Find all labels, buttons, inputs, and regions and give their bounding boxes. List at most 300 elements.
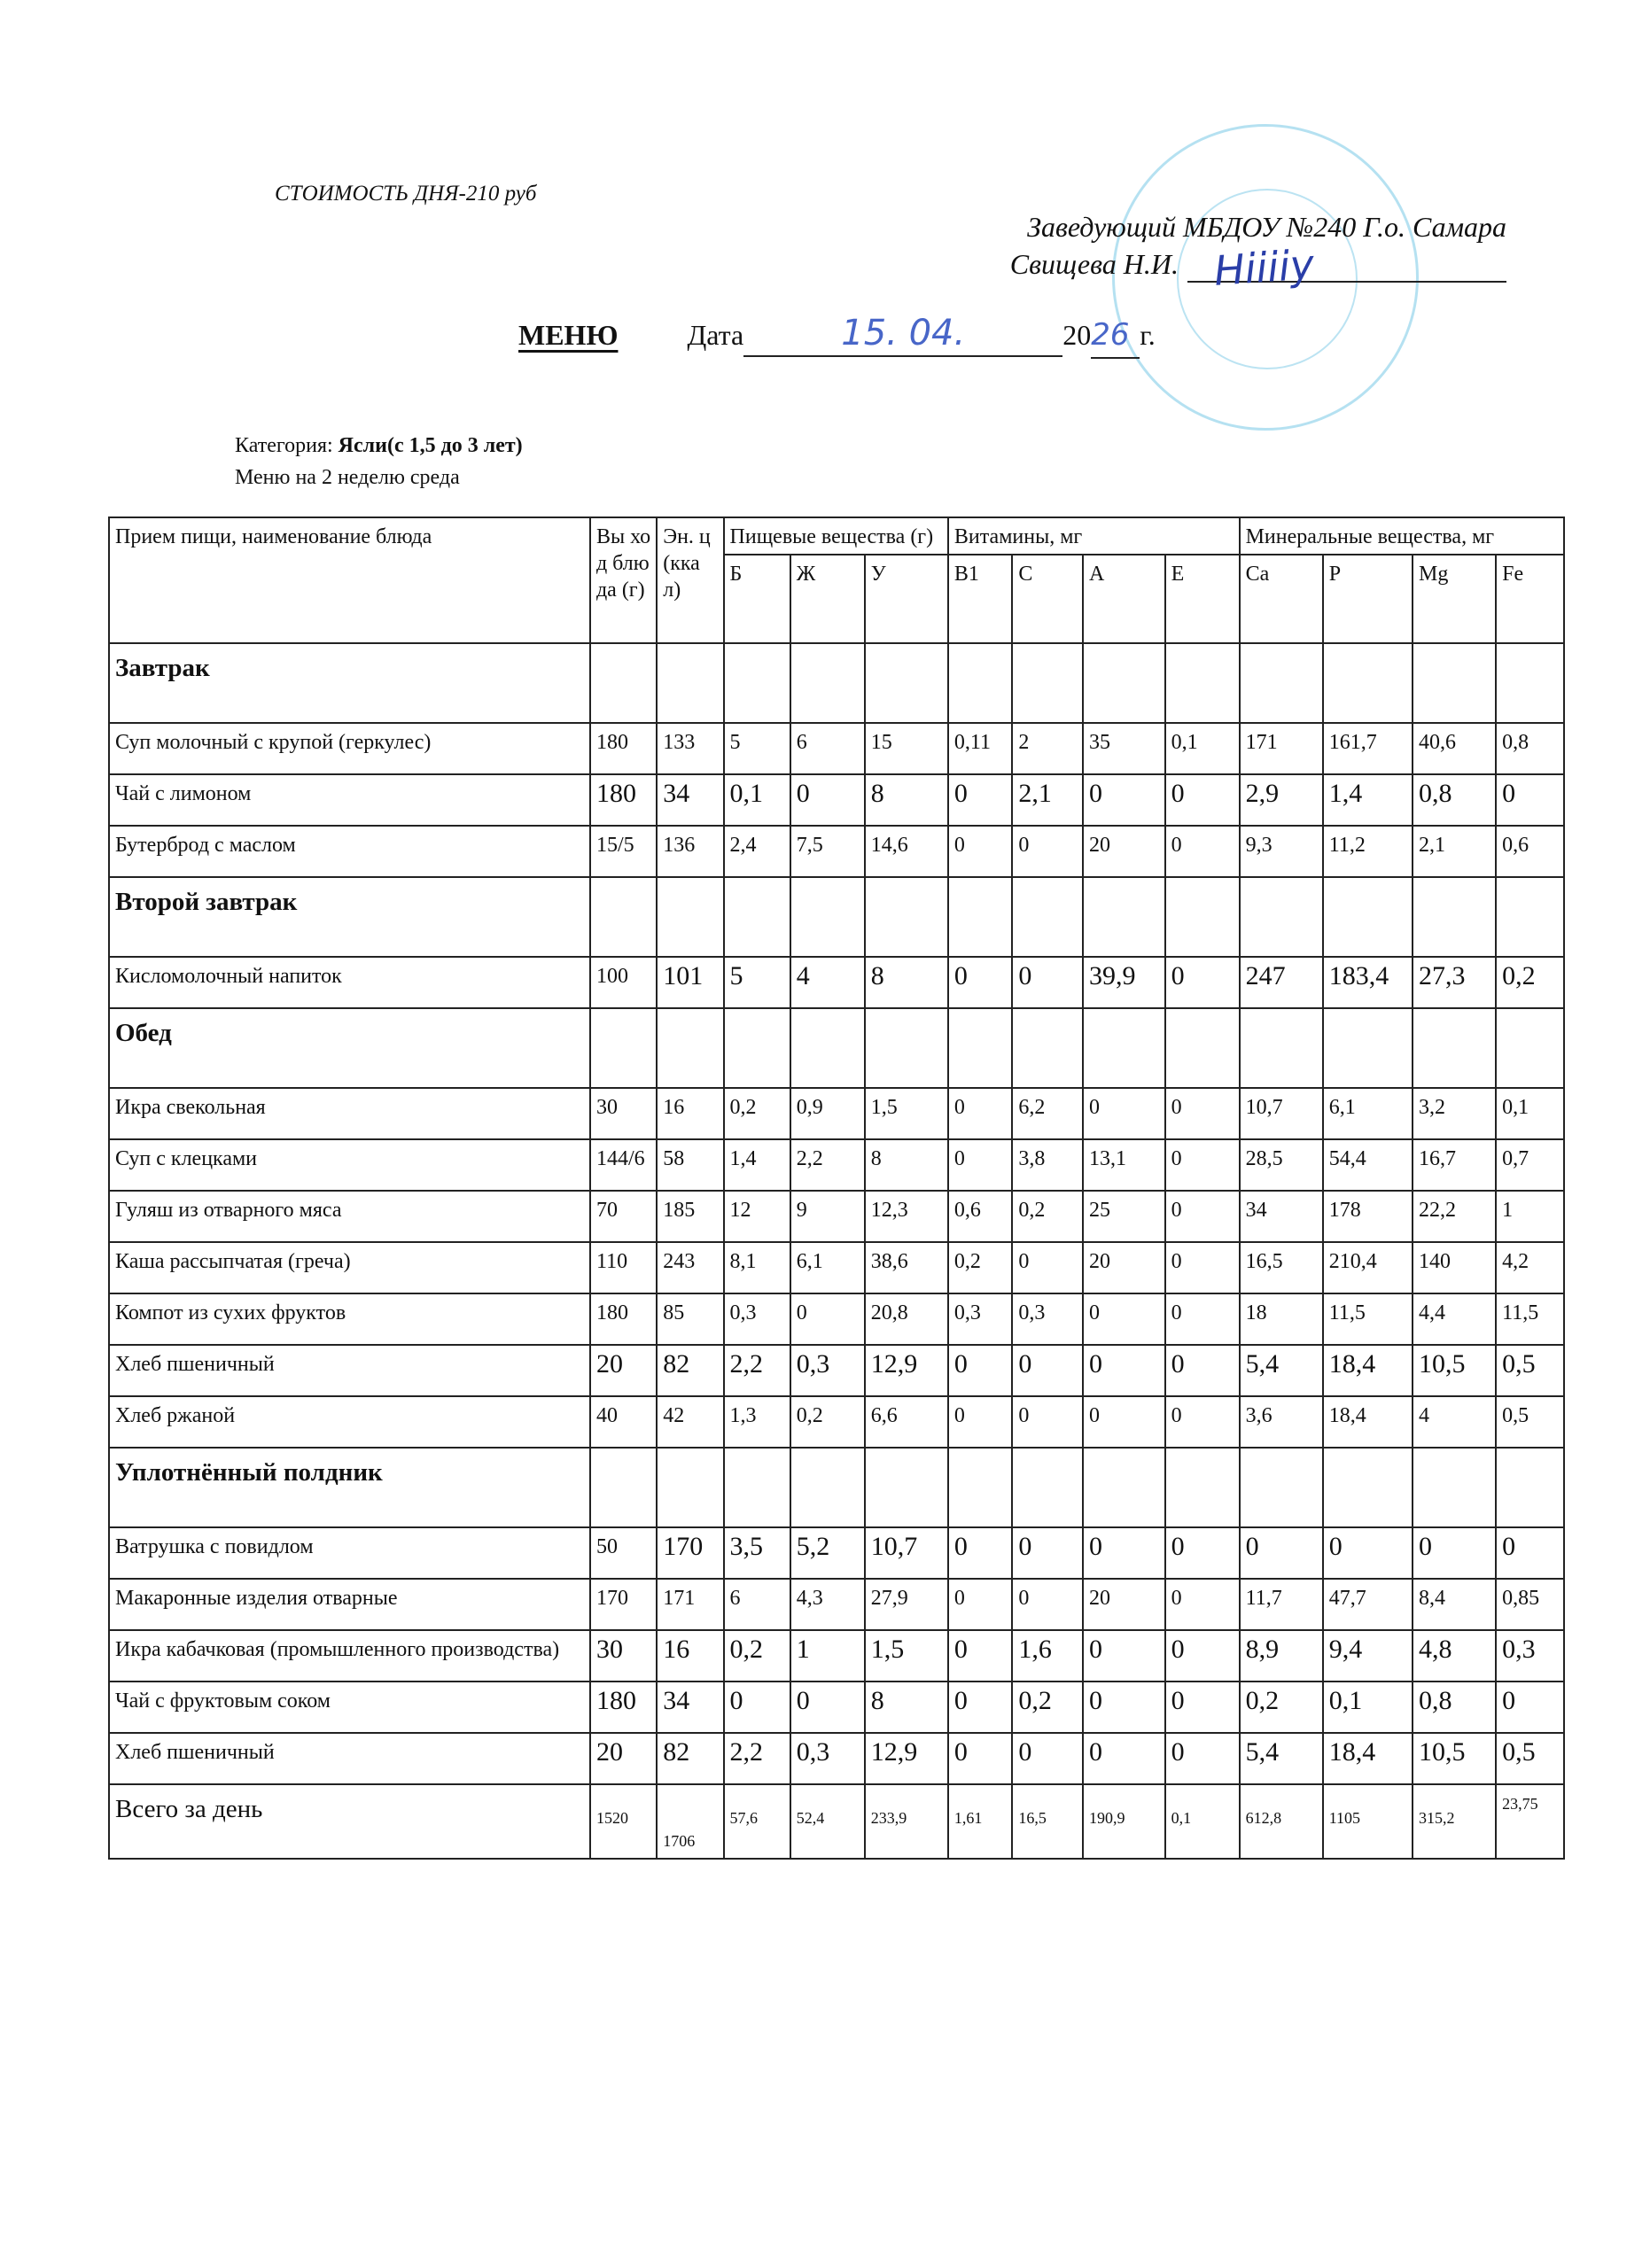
value-cell: 50 <box>590 1527 657 1579</box>
value-cell: 54,4 <box>1323 1139 1413 1191</box>
value-cell: 0 <box>1496 1527 1564 1579</box>
empty-cell <box>1413 1008 1496 1088</box>
value-cell: 0,2 <box>1012 1191 1083 1242</box>
value-cell: 0 <box>1012 1579 1083 1630</box>
empty-cell <box>790 1448 865 1527</box>
value-cell: 0 <box>1083 1396 1165 1448</box>
value-cell: 0 <box>948 774 1012 826</box>
menu-title: МЕНЮ <box>518 319 619 351</box>
header-protein: Б <box>724 555 790 643</box>
value-cell: 0,6 <box>948 1191 1012 1242</box>
value-cell: 18,4 <box>1323 1733 1413 1784</box>
dish-row <box>109 1579 1564 1630</box>
value-cell: 1 <box>1496 1191 1564 1242</box>
head-signature-line <box>886 245 1506 283</box>
empty-cell <box>1496 1448 1564 1527</box>
value-cell: 178 <box>1323 1191 1413 1242</box>
value-cell: 0 <box>1323 1527 1413 1579</box>
value-cell: 15 <box>865 723 948 774</box>
value-cell: 1,3 <box>724 1396 790 1448</box>
value-cell: 10,7 <box>1240 1088 1323 1139</box>
value-cell: 0 <box>1165 1630 1240 1682</box>
header-c: C <box>1012 555 1083 643</box>
empty-cell <box>865 1008 948 1088</box>
empty-cell <box>1012 877 1083 957</box>
value-cell: 171 <box>1240 723 1323 774</box>
total-row <box>109 1784 1564 1859</box>
value-cell: 3,5 <box>724 1527 790 1579</box>
empty-cell <box>1240 643 1323 723</box>
value-cell: 82 <box>657 1733 723 1784</box>
value-cell: 9,3 <box>1240 826 1323 877</box>
value-cell: 15/5 <box>590 826 657 877</box>
dish-row <box>109 723 1564 774</box>
value-cell: 1,4 <box>724 1139 790 1191</box>
dish-row <box>109 1527 1564 1579</box>
section-row <box>109 643 1564 723</box>
dish-name: Суп с клецками <box>109 1139 590 1191</box>
value-cell: 18,4 <box>1323 1396 1413 1448</box>
value-cell: 30 <box>590 1630 657 1682</box>
empty-cell <box>1012 1448 1083 1527</box>
dish-row <box>109 1139 1564 1191</box>
dish-name: Хлеб пшеничный <box>109 1733 590 1784</box>
empty-cell <box>1323 1008 1413 1088</box>
category-block <box>235 430 523 493</box>
value-cell: 34 <box>657 774 723 826</box>
value-cell: 2,2 <box>790 1139 865 1191</box>
value-cell: 0 <box>1012 957 1083 1008</box>
dish-name: Макаронные изделия отварные <box>109 1579 590 1630</box>
value-cell: 28,5 <box>1240 1139 1323 1191</box>
value-cell: 180 <box>590 774 657 826</box>
value-cell: 39,9 <box>1083 957 1165 1008</box>
empty-cell <box>948 1008 1012 1088</box>
total-value: 1706 <box>657 1784 723 1859</box>
dish-row <box>109 1682 1564 1733</box>
value-cell: 0,5 <box>1496 1345 1564 1396</box>
value-cell: 18 <box>1240 1293 1323 1345</box>
value-cell: 171 <box>657 1579 723 1630</box>
value-cell: 9,4 <box>1323 1630 1413 1682</box>
value-cell: 0 <box>1165 1293 1240 1345</box>
value-cell: 180 <box>590 1682 657 1733</box>
value-cell: 3,6 <box>1240 1396 1323 1448</box>
head-title: Заведующий МБДОУ №240 Г.о. Самара <box>1027 211 1506 243</box>
value-cell: 18,4 <box>1323 1345 1413 1396</box>
value-cell: 0 <box>948 1733 1012 1784</box>
value-cell: 2,4 <box>724 826 790 877</box>
header-meal: Прием пищи, наименование блюда <box>109 517 590 643</box>
value-cell: 0,2 <box>1240 1682 1323 1733</box>
value-cell: 70 <box>590 1191 657 1242</box>
value-cell: 20 <box>1083 1579 1165 1630</box>
value-cell: 0 <box>948 1396 1012 1448</box>
value-cell: 0,8 <box>1413 1682 1496 1733</box>
value-cell: 0,3 <box>724 1293 790 1345</box>
dish-name: Хлеб пшеничный <box>109 1345 590 1396</box>
value-cell: 0,2 <box>1012 1682 1083 1733</box>
value-cell: 0,2 <box>1496 957 1564 1008</box>
value-cell: 0 <box>1496 774 1564 826</box>
empty-cell <box>1083 877 1165 957</box>
section-title: Завтрак <box>109 643 590 723</box>
value-cell: 0 <box>1165 1088 1240 1139</box>
dish-name: Икра свекольная <box>109 1088 590 1139</box>
value-cell: 4,2 <box>1496 1242 1564 1293</box>
value-cell: 180 <box>590 723 657 774</box>
value-cell: 4,3 <box>790 1579 865 1630</box>
total-value: 1520 <box>590 1784 657 1859</box>
value-cell: 0,3 <box>1012 1293 1083 1345</box>
value-cell: 0 <box>1012 1345 1083 1396</box>
value-cell: 0,1 <box>1496 1088 1564 1139</box>
value-cell: 42 <box>657 1396 723 1448</box>
value-cell: 180 <box>590 1293 657 1345</box>
value-cell: 0 <box>1165 1139 1240 1191</box>
value-cell: 4,4 <box>1413 1293 1496 1345</box>
date-label: Дата <box>687 319 744 351</box>
total-value: 233,9 <box>865 1784 948 1859</box>
empty-cell <box>1083 1448 1165 1527</box>
value-cell: 0 <box>1083 1293 1165 1345</box>
value-cell: 0,3 <box>790 1733 865 1784</box>
value-cell: 0 <box>948 1682 1012 1733</box>
value-cell: 7,5 <box>790 826 865 877</box>
value-cell: 183,4 <box>1323 957 1413 1008</box>
value-cell: 2,2 <box>724 1733 790 1784</box>
value-cell: 0 <box>1083 774 1165 826</box>
value-cell: 58 <box>657 1139 723 1191</box>
value-cell: 0,5 <box>1496 1396 1564 1448</box>
value-cell: 0,2 <box>948 1242 1012 1293</box>
value-cell: 0,6 <box>1496 826 1564 877</box>
value-cell: 0,2 <box>724 1088 790 1139</box>
value-cell: 0 <box>1012 826 1083 877</box>
value-cell: 12,3 <box>865 1191 948 1242</box>
value-cell: 247 <box>1240 957 1323 1008</box>
value-cell: 0 <box>948 957 1012 1008</box>
value-cell: 0,1 <box>1165 723 1240 774</box>
value-cell: 8 <box>865 774 948 826</box>
empty-cell <box>1496 1008 1564 1088</box>
empty-cell <box>590 1008 657 1088</box>
value-cell: 85 <box>657 1293 723 1345</box>
value-cell: 2 <box>1012 723 1083 774</box>
value-cell: 8,4 <box>1413 1579 1496 1630</box>
value-cell: 6 <box>790 723 865 774</box>
value-cell: 144/6 <box>590 1139 657 1191</box>
total-value: 16,5 <box>1012 1784 1083 1859</box>
dish-row <box>109 1345 1564 1396</box>
value-cell: 6,1 <box>790 1242 865 1293</box>
dish-name: Бутерброд с маслом <box>109 826 590 877</box>
empty-cell <box>724 643 790 723</box>
value-cell: 11,5 <box>1496 1293 1564 1345</box>
value-cell: 30 <box>590 1088 657 1139</box>
value-cell: 0 <box>948 1088 1012 1139</box>
value-cell: 16 <box>657 1088 723 1139</box>
total-value: 0,1 <box>1165 1784 1240 1859</box>
value-cell: 11,5 <box>1323 1293 1413 1345</box>
dish-name: Гуляш из отварного мяса <box>109 1191 590 1242</box>
value-cell: 8,9 <box>1240 1630 1323 1682</box>
value-cell: 0,8 <box>1413 774 1496 826</box>
value-cell: 4 <box>1413 1396 1496 1448</box>
empty-cell <box>790 643 865 723</box>
total-label: Всего за день <box>109 1784 590 1859</box>
value-cell: 140 <box>1413 1242 1496 1293</box>
dish-row <box>109 1630 1564 1682</box>
empty-cell <box>948 643 1012 723</box>
value-cell: 0 <box>1012 1242 1083 1293</box>
menu-table-body <box>109 643 1564 1859</box>
value-cell: 0 <box>1165 1527 1240 1579</box>
value-cell: 14,6 <box>865 826 948 877</box>
value-cell: 0 <box>1083 1733 1165 1784</box>
header-nutrients: Пищевые вещества (г) <box>724 517 948 555</box>
value-cell: 0 <box>790 774 865 826</box>
dish-name: Хлеб ржаной <box>109 1396 590 1448</box>
category-line <box>235 430 523 462</box>
value-cell: 5,2 <box>790 1527 865 1579</box>
value-cell: 0 <box>1165 1242 1240 1293</box>
value-cell: 0 <box>1083 1527 1165 1579</box>
value-cell: 1,4 <box>1323 774 1413 826</box>
value-cell: 8 <box>865 1682 948 1733</box>
dish-name: Компот из сухих фруктов <box>109 1293 590 1345</box>
value-cell: 0,11 <box>948 723 1012 774</box>
value-cell: 35 <box>1083 723 1165 774</box>
header-carbs: У <box>865 555 948 643</box>
value-cell: 12,9 <box>865 1733 948 1784</box>
dish-name: Чай с лимоном <box>109 774 590 826</box>
empty-cell <box>1240 1448 1323 1527</box>
value-cell: 10,5 <box>1413 1345 1496 1396</box>
value-cell: 0,3 <box>1496 1630 1564 1682</box>
value-cell: 0 <box>1012 1527 1083 1579</box>
value-cell: 40,6 <box>1413 723 1496 774</box>
value-cell: 0,3 <box>790 1345 865 1396</box>
date-value: 15. 04. <box>743 320 1062 357</box>
dish-row <box>109 1293 1564 1345</box>
value-cell: 20 <box>590 1733 657 1784</box>
value-cell: 0 <box>1165 1682 1240 1733</box>
value-cell: 16,5 <box>1240 1242 1323 1293</box>
value-cell: 0 <box>948 1345 1012 1396</box>
value-cell: 16 <box>657 1630 723 1682</box>
value-cell: 1,6 <box>1012 1630 1083 1682</box>
empty-cell <box>1012 1008 1083 1088</box>
section-title: Уплотнённый полдник <box>109 1448 590 1527</box>
empty-cell <box>724 1448 790 1527</box>
header-fe: Fe <box>1496 555 1564 643</box>
value-cell: 5 <box>724 723 790 774</box>
value-cell: 0 <box>1413 1527 1496 1579</box>
value-cell: 110 <box>590 1242 657 1293</box>
value-cell: 10,5 <box>1413 1733 1496 1784</box>
header-row-1 <box>109 517 1564 555</box>
value-cell: 0,1 <box>724 774 790 826</box>
value-cell: 0 <box>948 1579 1012 1630</box>
empty-cell <box>1012 643 1083 723</box>
total-value: 52,4 <box>790 1784 865 1859</box>
dish-row <box>109 957 1564 1008</box>
empty-cell <box>948 877 1012 957</box>
value-cell: 82 <box>657 1345 723 1396</box>
empty-cell <box>1240 877 1323 957</box>
header-fat: Ж <box>790 555 865 643</box>
empty-cell <box>590 877 657 957</box>
empty-cell <box>1165 1008 1240 1088</box>
dish-name: Суп молочный с крупой (геркулес) <box>109 723 590 774</box>
value-cell: 5,4 <box>1240 1345 1323 1396</box>
total-value: 315,2 <box>1413 1784 1496 1859</box>
value-cell: 0 <box>948 826 1012 877</box>
dish-name: Кисломолочный напиток <box>109 957 590 1008</box>
value-cell: 0 <box>1083 1088 1165 1139</box>
dish-name: Ватрушка с повидлом <box>109 1527 590 1579</box>
value-cell: 27,3 <box>1413 957 1496 1008</box>
empty-cell <box>724 877 790 957</box>
value-cell: 0,2 <box>724 1630 790 1682</box>
week-line: Меню на 2 неделю среда <box>235 466 460 489</box>
menu-table <box>108 517 1565 1860</box>
year-suffix: г. <box>1140 319 1156 351</box>
value-cell: 0 <box>948 1527 1012 1579</box>
value-cell: 6,1 <box>1323 1088 1413 1139</box>
value-cell: 0 <box>1165 957 1240 1008</box>
section-row <box>109 1448 1564 1527</box>
value-cell: 0 <box>1083 1630 1165 1682</box>
header-vitamins: Витамины, мг <box>948 517 1240 555</box>
dish-row <box>109 1088 1564 1139</box>
handwritten-signature: Hiiiiy <box>1212 240 1316 295</box>
value-cell: 3,8 <box>1012 1139 1083 1191</box>
empty-cell <box>865 877 948 957</box>
header-energy: Эн. ц (кка л) <box>657 517 723 643</box>
empty-cell <box>590 643 657 723</box>
header-mg: Mg <box>1413 555 1496 643</box>
empty-cell <box>657 877 723 957</box>
value-cell: 0,5 <box>1496 1733 1564 1784</box>
value-cell: 8 <box>865 957 948 1008</box>
value-cell: 27,9 <box>865 1579 948 1630</box>
dish-name: Икра кабачковая (промышленного производства) <box>109 1630 590 1682</box>
dish-name: Каша рассыпчатая (греча) <box>109 1242 590 1293</box>
value-cell: 0 <box>1165 1733 1240 1784</box>
value-cell: 6,2 <box>1012 1088 1083 1139</box>
empty-cell <box>1413 1448 1496 1527</box>
value-cell: 20,8 <box>865 1293 948 1345</box>
dish-row <box>109 826 1564 877</box>
value-cell: 170 <box>657 1527 723 1579</box>
value-cell: 0 <box>1012 1396 1083 1448</box>
value-cell: 20 <box>1083 826 1165 877</box>
category-label: Категория: <box>235 434 339 457</box>
empty-cell <box>657 1008 723 1088</box>
dish-row <box>109 774 1564 826</box>
value-cell: 0 <box>948 1630 1012 1682</box>
value-cell: 5 <box>724 957 790 1008</box>
head-name: Свищева Н.И. <box>1009 248 1179 280</box>
empty-cell <box>1413 643 1496 723</box>
year-value: 26 <box>1091 322 1140 359</box>
value-cell: 243 <box>657 1242 723 1293</box>
value-cell: 38,6 <box>865 1242 948 1293</box>
dish-row <box>109 1242 1564 1293</box>
value-cell: 0 <box>1165 1345 1240 1396</box>
value-cell: 161,7 <box>1323 723 1413 774</box>
empty-cell <box>1165 643 1240 723</box>
header-yield: Вы ход блю да (г) <box>590 517 657 643</box>
section-row <box>109 877 1564 957</box>
value-cell: 100 <box>590 957 657 1008</box>
total-value: 612,8 <box>1240 1784 1323 1859</box>
value-cell: 210,4 <box>1323 1242 1413 1293</box>
value-cell: 1,5 <box>865 1088 948 1139</box>
empty-cell <box>790 877 865 957</box>
value-cell: 11,2 <box>1323 826 1413 877</box>
total-value: 57,6 <box>724 1784 790 1859</box>
total-value: 23,75 <box>1496 1784 1564 1859</box>
section-title: Второй завтрак <box>109 877 590 957</box>
value-cell: 0 <box>790 1293 865 1345</box>
value-cell: 9 <box>790 1191 865 1242</box>
empty-cell <box>1083 1008 1165 1088</box>
value-cell: 0,3 <box>948 1293 1012 1345</box>
value-cell: 133 <box>657 723 723 774</box>
value-cell: 0,2 <box>790 1396 865 1448</box>
value-cell: 40 <box>590 1396 657 1448</box>
day-cost: СТОИМОСТЬ ДНЯ-210 руб <box>275 182 537 206</box>
value-cell: 0 <box>948 1139 1012 1191</box>
empty-cell <box>1413 877 1496 957</box>
value-cell: 136 <box>657 826 723 877</box>
value-cell: 1,5 <box>865 1630 948 1682</box>
empty-cell <box>790 1008 865 1088</box>
value-cell: 8 <box>865 1139 948 1191</box>
value-cell: 8,1 <box>724 1242 790 1293</box>
empty-cell <box>590 1448 657 1527</box>
value-cell: 0,1 <box>1323 1682 1413 1733</box>
value-cell: 0 <box>1165 1396 1240 1448</box>
value-cell: 0 <box>1165 1579 1240 1630</box>
empty-cell <box>865 643 948 723</box>
value-cell: 12,9 <box>865 1345 948 1396</box>
value-cell: 170 <box>590 1579 657 1630</box>
value-cell: 6,6 <box>865 1396 948 1448</box>
value-cell: 0 <box>1240 1527 1323 1579</box>
value-cell: 34 <box>657 1682 723 1733</box>
empty-cell <box>1496 877 1564 957</box>
value-cell: 0 <box>724 1682 790 1733</box>
empty-cell <box>1240 1008 1323 1088</box>
total-value: 1,61 <box>948 1784 1012 1859</box>
dish-row <box>109 1733 1564 1784</box>
value-cell: 34 <box>1240 1191 1323 1242</box>
value-cell: 0 <box>1165 1191 1240 1242</box>
header-p: P <box>1323 555 1413 643</box>
value-cell: 22,2 <box>1413 1191 1496 1242</box>
value-cell: 10,7 <box>865 1527 948 1579</box>
value-cell: 2,9 <box>1240 774 1323 826</box>
value-cell: 20 <box>590 1345 657 1396</box>
value-cell: 2,1 <box>1413 826 1496 877</box>
value-cell: 101 <box>657 957 723 1008</box>
approval-block <box>886 208 1506 283</box>
empty-cell <box>948 1448 1012 1527</box>
